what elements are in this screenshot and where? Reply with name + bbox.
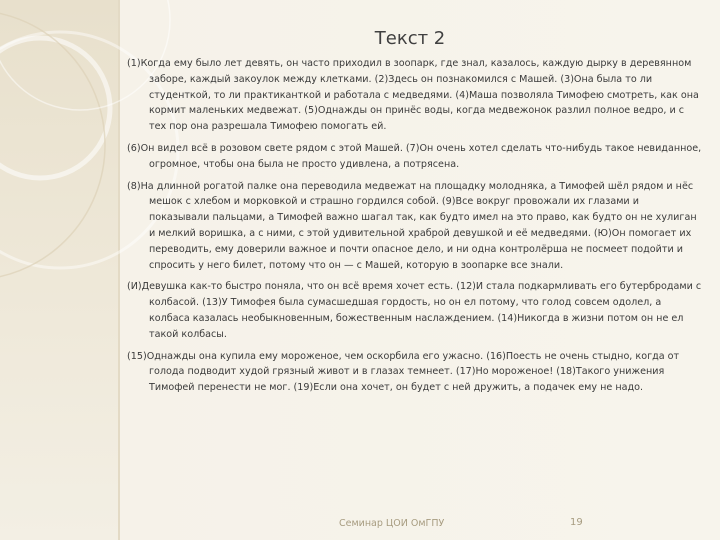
text-body xyxy=(127,56,702,402)
paragraph-2: (6)Он видел всё в розовом свете рядом с этой Машей. (7)Он очень хотел сделать что-нибудь такое невиданное, огромное, чтобы она была не просто удивлена, а потрясена. xyxy=(127,142,702,170)
content-area xyxy=(120,0,720,540)
page-number: 19 xyxy=(570,517,583,528)
paragraph-1: (1)Когда ему было лет девять, он часто приходил в зоопарк, где знал, казалось, каждую дырку в деревянном заборе, каждый закоулок между клетками. (2)Здесь он познакомился с Машей. (3)Она была то ли студенткой, то ли практиканткой и работала с медведями. (4)Маша позволяла Тимофею смотреть, как она кормит маленьких медвежат. (5)Однажды он принёс воды, когда медвежонок разлил полное ведро, и с тех пор она разрешала Тимофею помогать ей. xyxy=(127,58,699,133)
footer-label: Семинар ЦОИ ОмГПУ xyxy=(339,518,445,529)
deco-circle-line xyxy=(0,10,105,280)
slide-title: Текст 2 xyxy=(374,28,446,49)
deco-circle-top xyxy=(0,38,110,178)
paragraph-4: (И)Девушка как-то быстро поняла, что он всё время хочет есть. (12)И стала подкармливать его бутербродами с колбасой. (13)У Тимофея была сумасшедшая гордость, но он ел потому, что голод совсем одолел, а колбаса казалась необыкновенным, божественным наслаждением. (14)Никогда в жизни потом он не ел такой колбасы. xyxy=(127,281,702,340)
paragraph-5: (15)Однажды она купила ему мороженое, чем оскорбила его ужасно. (16)Поесть не очень стыдно, когда от голода подводит худой грязный живот и в глазах темнеет. (17)Но мороженое! (18)Такого унижения Тимофей перенести не мог. (19)Если она хочет, он будет с ней дружить, а подачек ему не надо. xyxy=(127,350,680,394)
paragraph-3: (8)На длинной рогатой палке она переводила медвежат на площадку молодняка, а Тимофей шёл рядом и нёс мешок с хлебом и морковкой и страшно гордился собой. (9)Все вокруг провожали их глазами и показывали пальцами, а Тимофей важно шагал так, как будто имел на это право, как будто он не хулиган и мелкий воришка, а с ними, с этой удивительной храброй девушкой и её медведями. (Ю)Он помогает их переводить, ему доверили важное и почти опасное дело, и ни одна контролёрша не посмеет подойти и спросить у него билет, потому что он — с Машей, которую в зоопарке все знали. xyxy=(127,180,697,271)
